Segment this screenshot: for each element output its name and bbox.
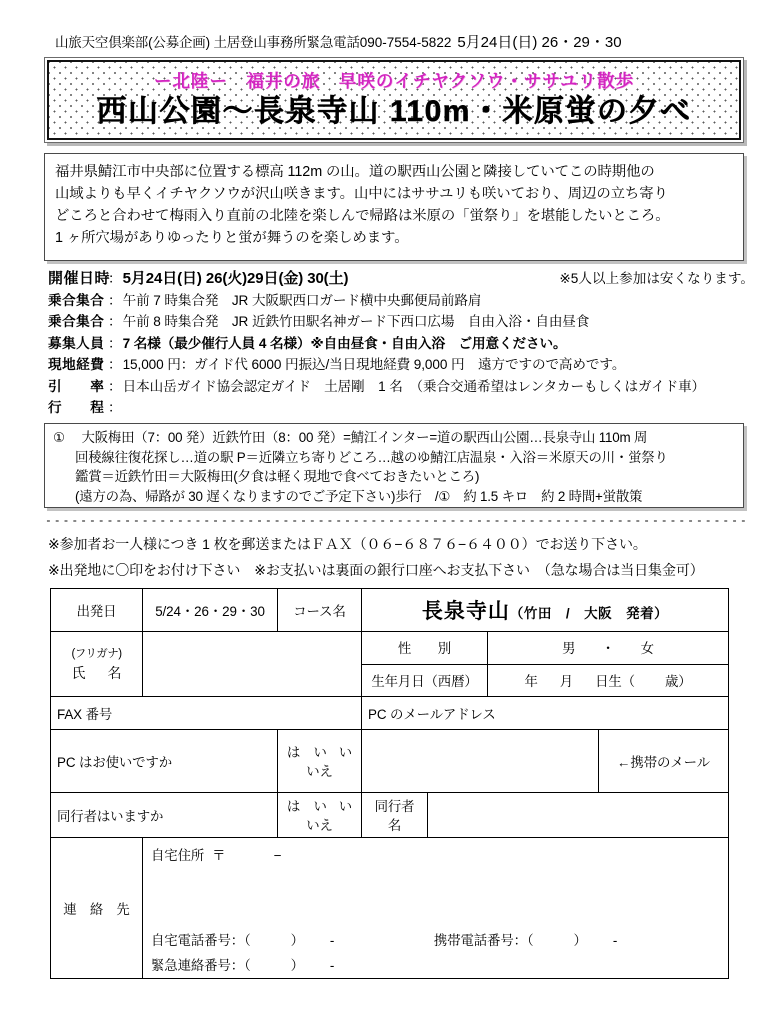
fax-number-cell[interactable] xyxy=(51,697,362,730)
furigana-label: (フリガナ) xyxy=(71,648,122,660)
description-line-1: 福井県鯖江市中央部に位置する標高 112m の山。道の駅西山公園と隣接していてこの時期他の xyxy=(55,164,655,180)
itinerary-line-3: 鑑賞＝近鉄竹田＝大阪梅田(夕食は軽く現地で食べておきたいところ) xyxy=(75,469,480,484)
header-contact-line xyxy=(55,31,745,52)
details-list xyxy=(48,268,754,419)
home-tel-dash: - xyxy=(329,933,335,948)
departure-date-label: 出発日 xyxy=(51,589,143,632)
detail-separator: ： xyxy=(108,357,122,372)
home-tel-close: ） xyxy=(290,933,304,948)
form-row-companion xyxy=(51,793,729,838)
description-line-2: 山域よりも早くイチヤクソウが沢山咲きます。山中にはササユリも咲いており、周辺の立ち寄り xyxy=(55,186,668,202)
detail-value: 午前 7 時集合発 JR 大阪駅西口ガード横中央郵便局前路肩 xyxy=(122,292,482,308)
detail-row-cost xyxy=(48,354,754,376)
detail-label: 行 程 xyxy=(48,400,105,415)
mobile-tel-close: ） xyxy=(573,933,587,948)
detail-value: 午前 8 時集合発 JR 近鉄竹田駅名神ガード下西口広場 自由入浴・自由昼食 xyxy=(122,314,590,329)
birth-age-label: 歳） xyxy=(664,673,692,689)
sex-female-option[interactable]: 女 xyxy=(640,641,654,657)
mobile-tel-dash: - xyxy=(612,933,618,948)
form-row-departure xyxy=(51,589,729,632)
detail-label: 現地経費 xyxy=(48,357,105,372)
birth-day-label: 日生（ xyxy=(595,673,635,689)
birthdate-value-cell[interactable] xyxy=(488,664,729,697)
companion-name-input[interactable] xyxy=(428,793,729,838)
course-name-main: 長泉寺山 xyxy=(421,600,510,623)
itinerary-line-2: 回稜線往復花探し…道の駅 P＝近隣立ち寄りどころ…越のゆ鯖江店温泉・入浴＝米原天の川・蛍祭り xyxy=(75,449,668,465)
banner-title: 西山公園〜長泉寺山 110m・米原蛍の夕べ xyxy=(96,95,692,129)
pc-mail-label-cell xyxy=(362,697,729,730)
itinerary-line-1: ① 大阪梅田（7：00 発）近鉄竹田（8：00 発）=鯖江インター=道の駅西山公園…長泉寺山 110m 周 xyxy=(53,430,648,445)
banner-subtitle: ー北陸ー 福井の旅 早咲のイチヤクソウ・ササユリ散歩 xyxy=(153,71,635,92)
name-input-cell[interactable] xyxy=(143,632,362,697)
contact-inner xyxy=(143,838,728,978)
companion-no[interactable]: いいえ xyxy=(306,799,353,833)
detail-value: 日本山岳ガイド協会認定ガイド 土居剛 1 名 （乗合交通希望はレンタカーもしくはガイド車） xyxy=(122,378,706,394)
notices-block xyxy=(48,531,754,583)
emergency-tel-close: ） xyxy=(290,958,304,973)
emergency-phone: 090-7554-5822 xyxy=(359,35,452,50)
companion-name-label: 同行者名 xyxy=(362,793,428,838)
detail-label: 引 率 xyxy=(48,378,105,394)
detail-separator: ： xyxy=(108,335,122,351)
form-row-fax-mail xyxy=(51,697,729,730)
course-name-sub: （竹田 / 大阪 発着） xyxy=(509,606,669,621)
form-row-name-sex xyxy=(51,632,729,665)
detail-label: 乗合集合 xyxy=(48,314,105,329)
dotted-divider xyxy=(44,519,746,523)
home-tel-label: 自宅電話番号：（ xyxy=(151,933,251,948)
mobile-mail-note: ←携帯のメール xyxy=(599,730,729,793)
sex-dot: ・ xyxy=(601,641,615,657)
pc-mail-input-cell[interactable] xyxy=(362,730,599,793)
name-label: 氏 名 xyxy=(71,665,126,681)
detail-row-itinerary-label xyxy=(48,397,754,419)
itinerary-box xyxy=(44,423,744,508)
detail-separator: ： xyxy=(108,400,122,415)
detail-row-guide xyxy=(48,376,754,398)
emergency-tel-line[interactable] xyxy=(151,955,390,974)
telephone-line[interactable] xyxy=(151,930,673,949)
title-banner xyxy=(44,57,744,143)
birth-year-label: 年 xyxy=(524,673,538,689)
birth-month-label: 月 xyxy=(559,673,574,689)
contact-label: 連 絡 先 xyxy=(51,838,143,979)
sex-male-option[interactable]: 男 xyxy=(562,641,576,657)
course-name-value xyxy=(362,589,729,632)
title-banner-inner xyxy=(47,60,741,140)
course-name-label: コース名 xyxy=(278,589,362,632)
detail-separator: ： xyxy=(108,314,122,329)
detail-value: 5月24日(日) 26(火)29日(金) 30(土) xyxy=(122,270,349,287)
companion-yesno-cell[interactable] xyxy=(278,793,362,838)
detail-note: ※5人以上参加は安くなります。 xyxy=(559,271,754,286)
emergency-tel-dash: - xyxy=(329,958,335,973)
pc-usage-question: PC はお使いですか xyxy=(51,730,278,793)
detail-row-date xyxy=(48,268,754,290)
detail-separator: ： xyxy=(108,271,122,286)
companion-yes[interactable]: は い xyxy=(286,799,327,814)
sex-value-cell[interactable] xyxy=(488,632,729,665)
detail-row-meeting-1 xyxy=(48,290,754,312)
description-line-3: どころと合わせて梅雨入り直前の北陸を楽しんで帰路は米原の「蛍祭り」を堪能したいところ。 xyxy=(55,208,670,224)
sex-label: 性 別 xyxy=(362,632,488,665)
emergency-tel-label: 緊急連絡番号：（ xyxy=(151,958,251,973)
description-box xyxy=(44,153,744,261)
birthdate-label: 生年月日（西暦） xyxy=(362,664,488,697)
detail-value: 15,000 円：ガイド代 6000 円振込/当日現地経費 9,000 円 遠方ですので高めです。 xyxy=(122,357,626,372)
fax-number-label: FAX 番号 xyxy=(57,706,113,722)
pc-usage-yes[interactable]: は い xyxy=(286,745,327,760)
header-dates: 5月24日(日) 26・29・30 xyxy=(457,34,622,51)
notice-line-2: ※出発地に〇印をお付け下さい ※お支払いは裏面の銀行口座へお支払下さい （急な場合は当日集金可） xyxy=(48,562,704,578)
detail-label: 乗合集合 xyxy=(48,292,105,308)
pc-usage-yesno-cell[interactable] xyxy=(278,730,362,793)
form-row-pc-usage xyxy=(51,730,729,793)
companion-question: 同行者はいますか xyxy=(51,793,278,838)
application-form-table xyxy=(50,588,729,979)
detail-row-capacity xyxy=(48,333,754,355)
home-address-line[interactable] xyxy=(151,845,281,864)
pc-mail-label: PC のメールアドレス xyxy=(368,706,496,722)
organizer-text: 山旅天空倶楽部(公募企画) 土居登山事務所緊急電話 xyxy=(55,35,360,50)
pc-usage-no[interactable]: いいえ xyxy=(306,745,353,779)
detail-label: 募集人員 xyxy=(48,335,105,351)
contact-details-cell[interactable] xyxy=(143,838,729,979)
detail-value: 7 名様（最少催行人員 4 名様）※自由昼食・自由入浴 ご用意ください。 xyxy=(122,335,567,351)
name-label-cell xyxy=(51,632,143,697)
description-line-4: 1 ヶ所穴場がありゆったりと蛍が舞うのを楽しめます。 xyxy=(55,230,409,246)
notice-line-1: ※参加者お一人様につき 1 枚を郵送またはＦＡＸ（０６−６８７６−６４００）でお送り下さい。 xyxy=(48,536,647,552)
itinerary-line-4: (遠方の為、帰路が 30 遅くなりますのでご予定下さい)歩行 /① 約 1.5 キロ 約 2 時間+蛍散策 xyxy=(75,488,643,504)
form-row-contact xyxy=(51,838,729,979)
departure-date-value[interactable]: 5/24・26・29・30 xyxy=(143,589,278,632)
postal-dash: − xyxy=(273,848,282,863)
home-address-label: 自宅住所 xyxy=(151,848,205,863)
detail-separator: ： xyxy=(108,292,122,308)
mobile-tel-label: 携帯電話番号：（ xyxy=(433,933,534,948)
detail-separator: ： xyxy=(108,378,122,394)
detail-label: 開催日時 xyxy=(48,270,111,287)
detail-row-meeting-2 xyxy=(48,311,754,333)
postal-mark-icon: 〒 xyxy=(212,848,226,863)
